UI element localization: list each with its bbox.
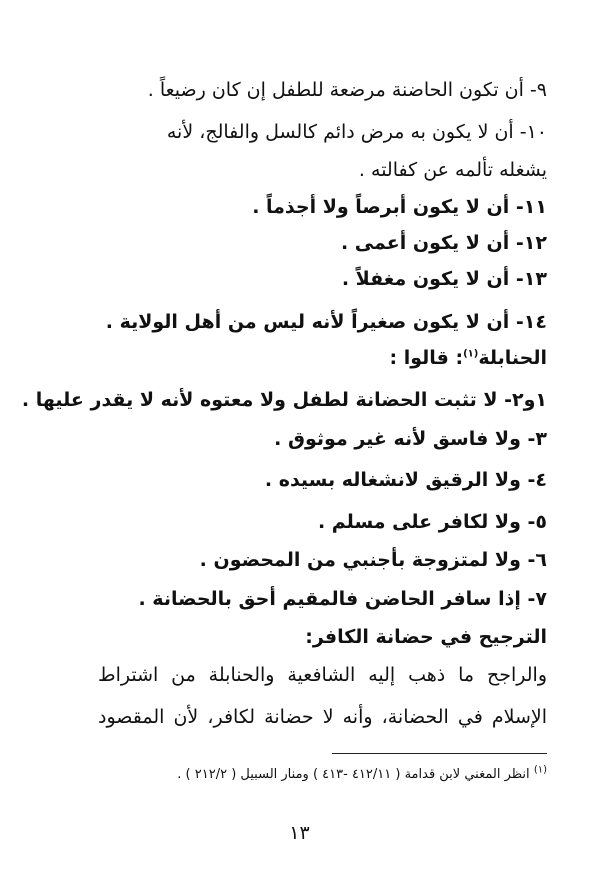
paragraph-line-2: الإسلام في الحضانة، وأنه لا حضانة لكافر، لأن المقصود: [98, 706, 547, 728]
hanbali-condition-4: ٤- ولا الرقيق لانشغاله بسيده .: [264, 469, 547, 491]
condition-11: ١١- أن لا يكون أبرصاً ولا أجذماً .: [252, 196, 547, 218]
hanabila-heading: [60, 344, 547, 372]
hanbali-condition-5: ٥- ولا لكافر على مسلم .: [317, 511, 547, 533]
hanbali-condition-1-2: ١و٢- لا تثبت الحضانة لطفل ولا معتوه لأنه لا يقدر عليها .: [21, 389, 547, 411]
hanabila-label: الحنابلة: [478, 347, 547, 369]
footnote: [60, 766, 547, 784]
page-number: ١٣: [289, 822, 310, 844]
footnote-text: انظر المغني لابن قدامة ( ٤١٢/١١ -٤١٣ ) ومنار السبيل ( ٢١٢/٢ ) .: [177, 767, 530, 782]
hanbali-condition-6: ٦- ولا لمتزوجة بأجنبي من المحضون .: [199, 549, 547, 571]
condition-12: ١٢- أن لا يكون أعمى .: [340, 232, 547, 254]
condition-9: ٩- أن تكون الحاضنة مرضعة للطفل إن كان رضيعاً .: [147, 79, 547, 101]
footnote-divider: [332, 753, 547, 754]
hanbali-condition-3: ٣- ولا فاسق لأنه غير موثوق .: [274, 428, 547, 450]
condition-13: ١٣- أن لا يكون مغفلاً .: [341, 268, 547, 290]
condition-10: ١٠- أن لا يكون به مرض دائم كالسل والفالج، لأنه: [166, 121, 547, 143]
footnote-marker: (١): [533, 764, 547, 776]
footnote-ref: (١): [463, 348, 479, 360]
hanbali-condition-7: ٧- إذا سافر الحاضن فالمقيم أحق بالحضانة .: [138, 588, 547, 610]
condition-10-continued: يشغله تألمه عن كفالته .: [358, 159, 547, 181]
section-heading: الترجيح في حضانة الكافر:: [305, 626, 547, 648]
hanabila-said: : قالوا :: [389, 347, 464, 369]
paragraph-line-1: والراجح ما ذهب إليه الشافعية والحنابلة من اشتراط: [98, 664, 547, 686]
condition-14: ١٤- أن لا يكون صغيراً لأنه ليس من أهل الولاية .: [105, 311, 547, 333]
